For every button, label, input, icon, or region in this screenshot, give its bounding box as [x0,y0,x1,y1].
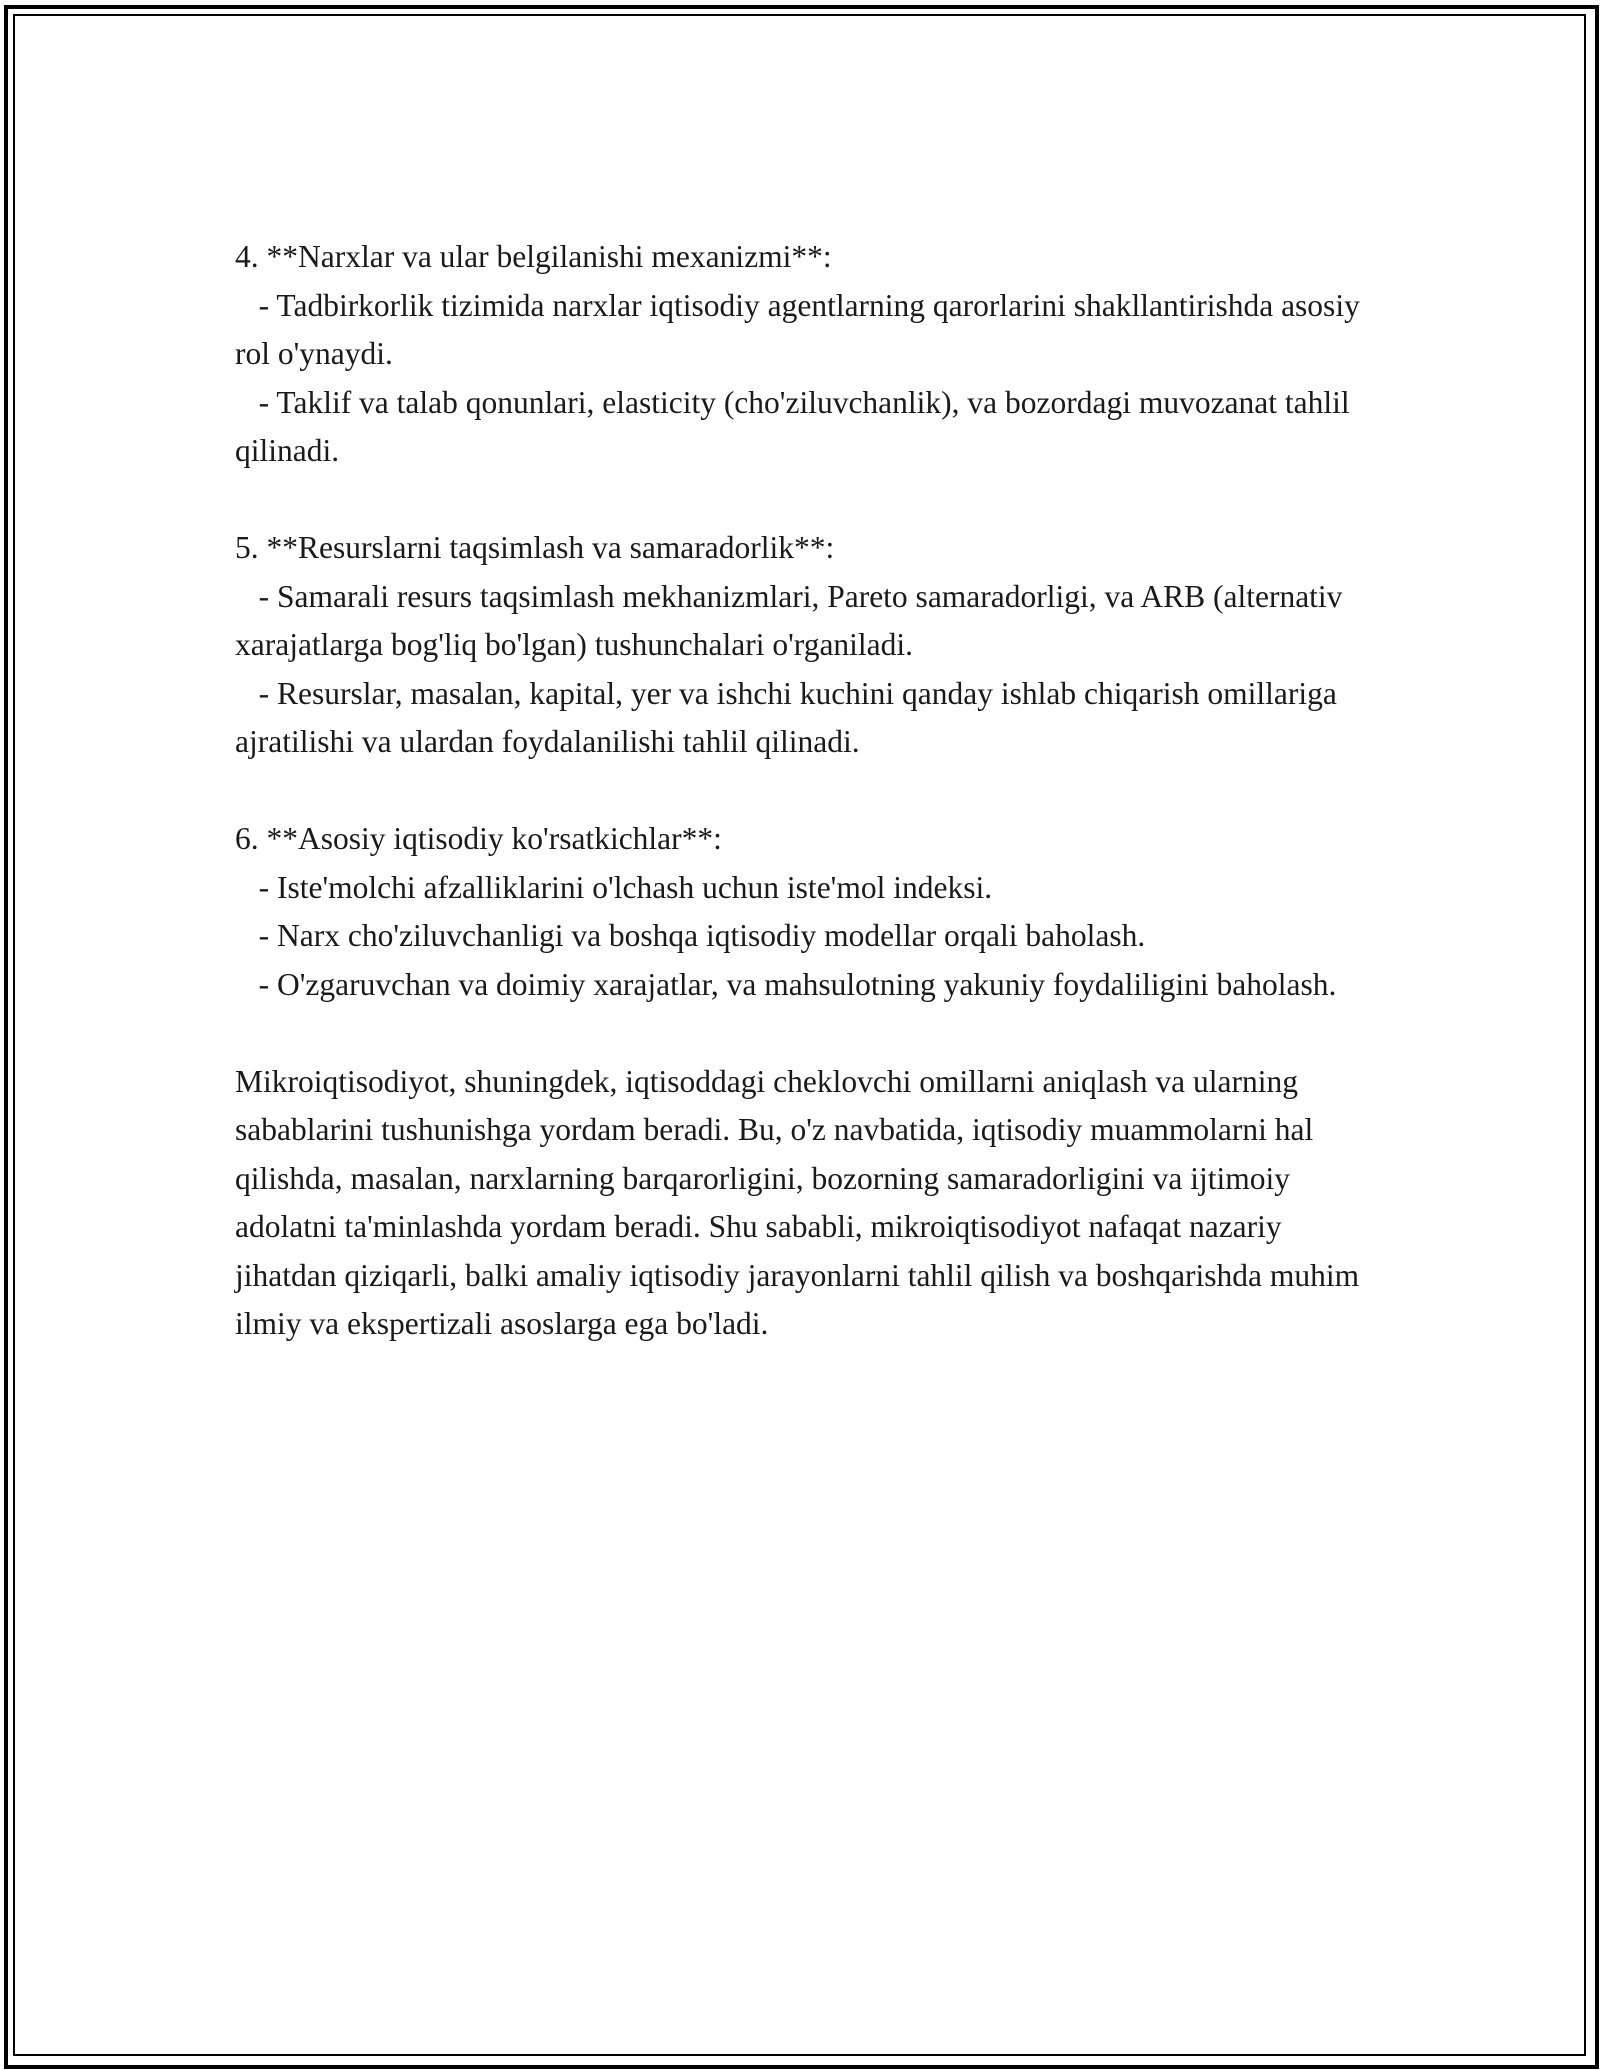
section-heading: 5. **Resurslarni taqsimlash va samaradorlik**: [235,530,835,565]
list-item: - Samarali resurs taqsimlash mekhanizmlari, Pareto samaradorligi, va ARB (alternativ xarajatlarga bog'liq bo'lgan) tushunchalari o'rganiladi. [235,578,1351,662]
list-item: - O'zgaruvchan va doimiy xarajatlar, va mahsulotning yakuniy foydaliligini baholash. [235,966,1337,1002]
section-6 [235,815,1375,1009]
list-item: - Tadbirkorlik tizimida narxlar iqtisodiy agentlarning qarorlarini shakllantirishda asosiy rol o'ynaydi. [235,287,1368,371]
list-item: - Narx cho'ziluvchanligi va boshqa iqtisodiy modellar orqali baholash. [235,918,1146,953]
section-heading: 4. **Narxlar va ular belgilanishi mexanizmi**: [235,239,832,274]
list-item: - Taklif va talab qonunlari, elasticity (cho'ziluvchanlik), va bozordagi muvozanat tahlil qilinadi. [235,384,1358,468]
list-item: - Resurslar, masalan, kapital, yer va ishchi kuchini qanday ishlab chiqarish omillariga ajratilishi va ulardan foydalanilishi tahlil qilinadi. [235,675,1345,759]
document-body [235,233,1375,1349]
section-heading: 6. **Asosiy iqtisodiy ko'rsatkichlar**: [235,821,722,856]
section-5 [235,524,1375,767]
list-item: - Iste'molchi afzalliklarini o'lchash uchun iste'mol indeksi. [235,869,993,905]
closing-paragraph: Mikroiqtisodiyot, shuningdek, iqtisoddagi cheklovchi omillarni aniqlash va ularning sabablarini tushunishga yordam beradi. Bu, o'z navbatida, iqtisodiy muammolarni hal qilishda, masalan, narxlarning barqarorligini, bozorning samaradorligini va ijtimoiy adolatni ta'minlashda yordam beradi. Shu sababli, mikroiqtisodiyot nafaqat nazariy jihatdan qiziqarli, balki amaliy iqtisodiy jarayonlarni tahlil qilish va boshqarishda muhim ilmiy va ekspertizali asoslarga ega bo'ladi. [235,1063,1360,1341]
section-4 [235,233,1375,476]
